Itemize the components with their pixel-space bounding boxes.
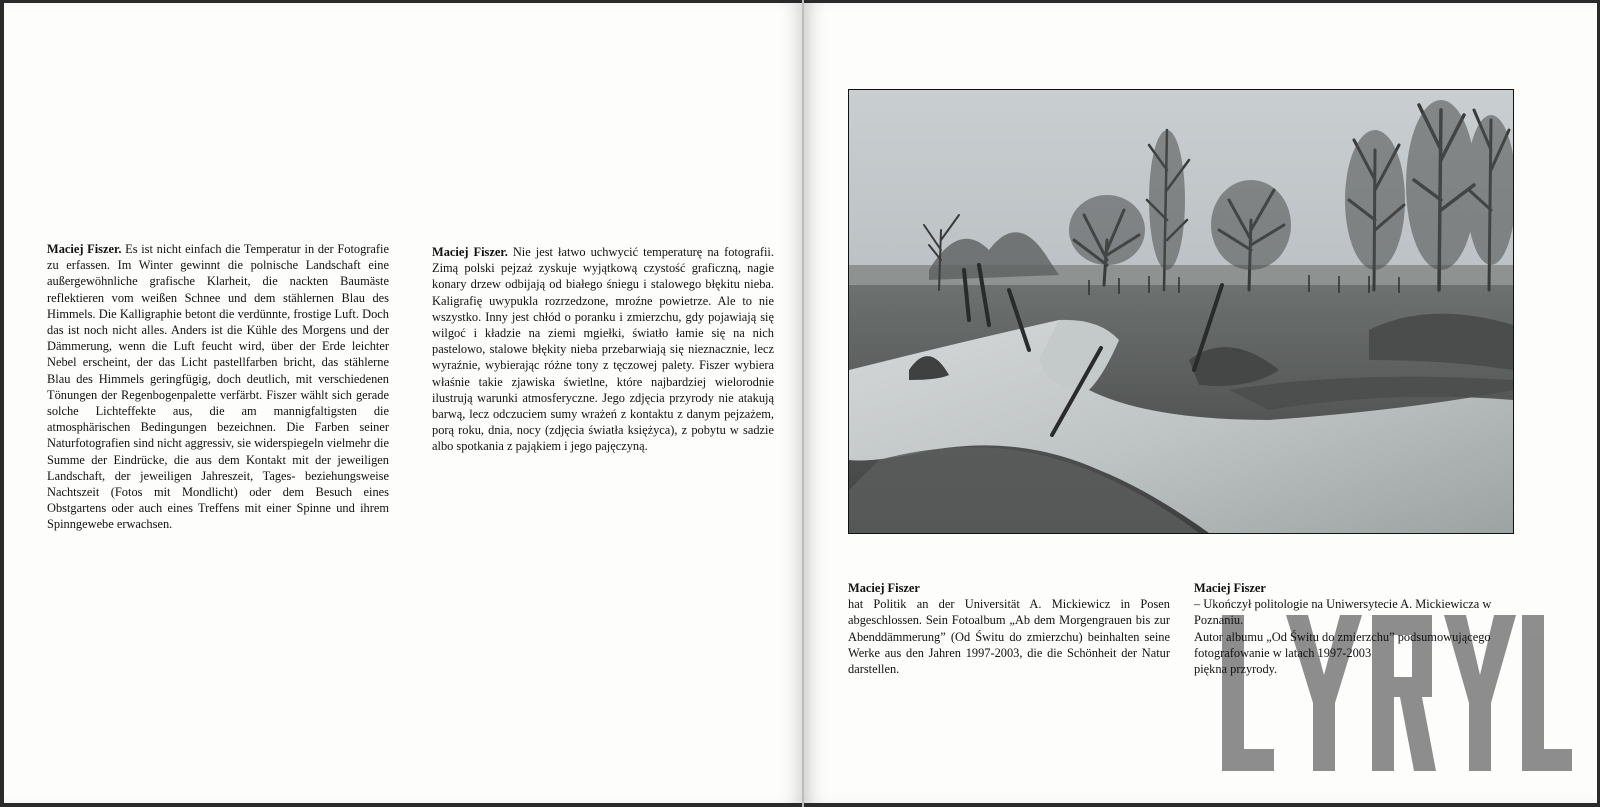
bio-german-text: hat Politik an der Universität A. Mickiewicz in Posen abgeschlossen. Sein Fotoalbum „Ab dem Morgengrauen bis zur Abenddämmerung” (Od Świtu do zmierzchu) beinhalten seine Werke aus den Jahren 1997-2003, die die Schönheit der Natur darstellen.	[848, 597, 1170, 677]
bio-german-name: Maciej Fiszer	[848, 581, 920, 595]
polish-text-column	[432, 244, 774, 455]
german-body: Es ist nicht einfach die Temperatur in der Fotografie zu erfassen. Im Winter gewinnt die polnische Landschaft eine außergewöhnliche grafische Klarheit, die nackten Baumäste reflektieren vom weißen Schnee und dem stählernen Blau des Himmels. Die Kalligraphie betont die verdünnte, frostige Luft. Doch das ist noch nicht alles. Anders ist die Kühle des Morgens und der Dämmerung, wenn die Luft feucht wird, über der Erde leichter Nebel erscheint, der das Licht pastellfarben bricht, das stählerne Blau des Himmels geringfügig, doch deutlich, mit verschiedenen Tönungen der Regenbogenpalette verfärbt. Fiszer wählt sich gerade solche Lichteffekte aus, die am mannigfaltigsten die atmosphärischen Bedingungen bezeichnen. Die Farben seiner Naturfotografien sind nicht aggressiv, sie widerspiegeln vielmehr die Summe der Eindrücke, die aus dem Kontakt mit der jeweiligen Landschaft, der jeweiligen Jahreszeit, Tages- beziehungsweise Nachtszeit (Fotos mit Mondlicht) oder dem Besuch eines Obstgartens oder auch eines Treffens mit einer Spinne und ihrem Spinngewebe erwachsen.	[47, 242, 389, 532]
german-author: Maciej Fiszer.	[47, 242, 122, 256]
right-page	[804, 3, 1597, 803]
landscape-photo	[848, 89, 1514, 534]
left-page	[4, 3, 802, 803]
polish-body: Nie jest łatwo uchwycić temperaturę na fotografii. Zimą polski pejzaż zyskuje wyjątkową czystość graficzną, nagie konary drzew odbijają od białego śniegu i stalowego błękitu nieba. Kaligrafię uwypukla rozrzedzone, mroźne powietrze. Ale to nie wszystko. Inny jest chłód o poranku i zmierzchu, gdy pojawiają się wilgoć i kładzie na ziemi mgiełki, światło łamie się na nich pastelowo, stalowe błękity nieba przebarwiają się nieznacznie, lecz wyraźnie, wybierając różne tony z tęczowej palety. Fiszer wybiera właśnie takie zjawiska świetlne, które najbardziej wielorodnie ilustrują warunki atmosferyczne. Jego zdjęcia przyrody nie atakują barwą, lecz odczuciem sumy wrażeń z kontaktu z danym pejzażem, porą roku, dnia, nocy (zdjęcia światła księżyca), z pobytu w sadzie albo spotkania z pająkiem i jego pajęczyną.	[432, 245, 774, 454]
river-meadow-photo	[849, 90, 1513, 533]
bio-polish	[1194, 580, 1532, 677]
bio-polish-line-2: Autor albumu „Od Świtu do zmierzchu” podsumowującego fotografowanie w latach 1997-2003	[1194, 629, 1491, 660]
bio-polish-name: Maciej Fiszer	[1194, 581, 1266, 595]
bio-polish-line-3: piękna przyrody.	[1194, 662, 1278, 677]
german-text-column	[47, 241, 389, 533]
bio-polish-line-1: – Ukończył politologie na Uniwersytecie A. Mickiewicza w Poznaniu.	[1194, 597, 1492, 628]
polish-author: Maciej Fiszer.	[432, 245, 508, 259]
watermark-text: LYRYL	[1395, 705, 1399, 706]
bio-german	[848, 580, 1170, 677]
